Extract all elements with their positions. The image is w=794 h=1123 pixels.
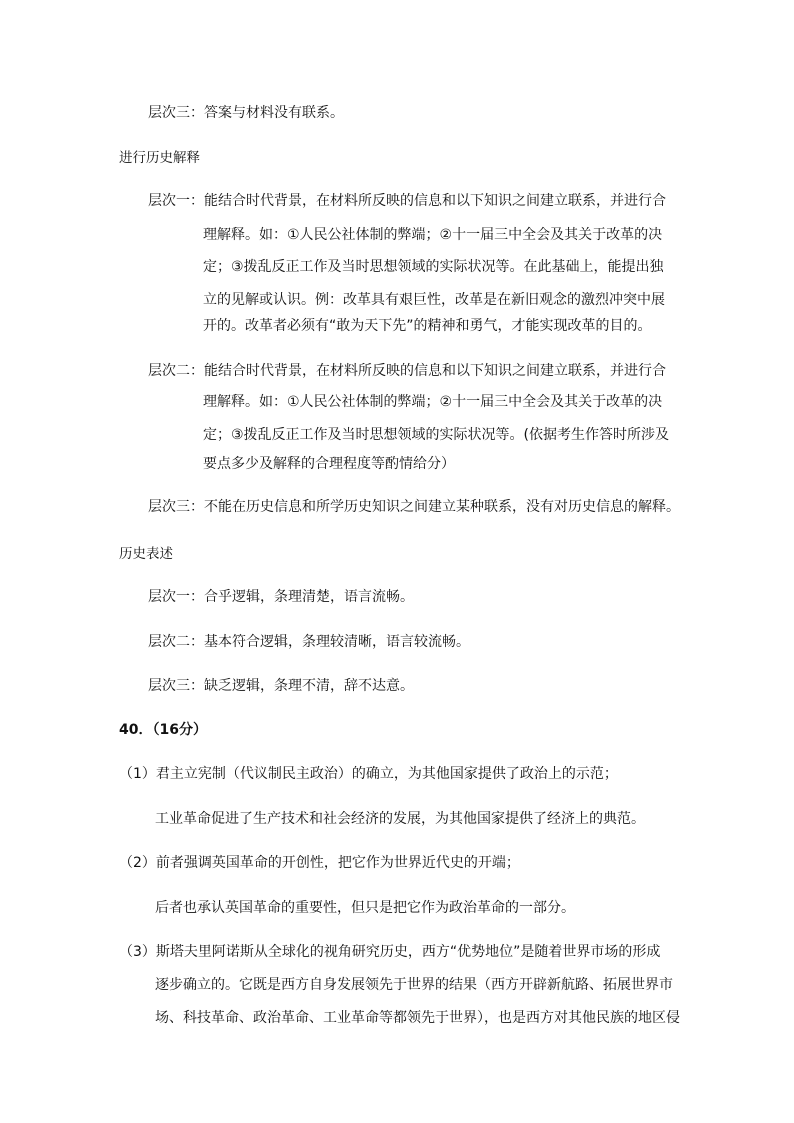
question-number: 40．（16分） (119, 722, 207, 738)
answer-1-line: 工业革命促进了生产技术和社会经济的发展，为其他国家提供了经济上的典范。 (155, 811, 645, 827)
level-1-line: 开的。改革者必须有“敢为天下先”的精神和勇气，才能实现改革的目的。 (203, 318, 652, 334)
expression-level-2: 层次二：基本符合逻辑，条理较清晰，语言较流畅。 (148, 634, 470, 650)
level-2-line: 理解释。如：①人民公社体制的弊端；②十一届三中全会及其关于改革的决 (203, 394, 663, 410)
expression-level-1: 层次一：合乎逻辑，条理清楚，语言流畅。 (148, 589, 414, 605)
level-1-line: 理解释。如：①人民公社体制的弊端；②十一届三中全会及其关于改革的决 (203, 227, 663, 243)
answer-3-line: 逐步确立的。它既是西方自身发展领先于世界的结果（西方开辟新航路、拓展世界市 (155, 977, 673, 993)
level-3-line: 层次三：不能在历史信息和所学历史知识之间建立某种联系，没有对历史信息的解释。 (148, 499, 680, 515)
level-1-line: 立的见解或认识。例：改革具有艰巨性，改革是在新旧观念的激烈冲突中展 (203, 292, 665, 308)
level-1-line: 定；③拨乱反正工作及当时思想领域的实际状况等。在此基础上，能提出独 (203, 259, 664, 275)
level-2-line: 定；③拨乱反正工作及当时思想领域的实际状况等。(依据考生作答时所涉及 (203, 427, 670, 443)
answer-2-line: 后者也承认英国革命的重要性，但只是把它作为政治革命的一部分。 (155, 900, 575, 916)
section-heading-explanation: 进行历史解释 (119, 150, 200, 166)
answer-2-line: （2）前者强调英国革命的开创性，把它作为世界近代史的开端； (119, 855, 520, 871)
section-heading-expression: 历史表述 (119, 546, 173, 562)
expression-level-3: 层次三：缺乏逻辑，条理不清，辞不达意。 (148, 678, 414, 694)
answer-1-line: （1）君主立宪制（代议制民主政治）的确立，为其他国家提供了政治上的示范； (119, 766, 618, 782)
answer-3-line: （3）斯塔夫里阿诺斯从全球化的视角研究历史，西方“优势地位”是随着世界市场的形成 (119, 944, 661, 960)
level-2-line: 层次二：能结合时代背景，在材料所反映的信息和以下知识之间建立联系，并进行合 (148, 363, 666, 379)
level-3-answer-line: 层次三：答案与材料没有联系。 (148, 105, 344, 121)
level-2-line: 要点多少及解释的合理程度等酌情给分） (203, 456, 455, 472)
level-1-line: 层次一：能结合时代背景，在材料所反映的信息和以下知识之间建立联系，并进行合 (148, 193, 666, 209)
answer-3-line: 场、科技革命、政治革命、工业革命等都领先于世界），也是西方对其他民族的地区侵 (155, 1010, 680, 1026)
